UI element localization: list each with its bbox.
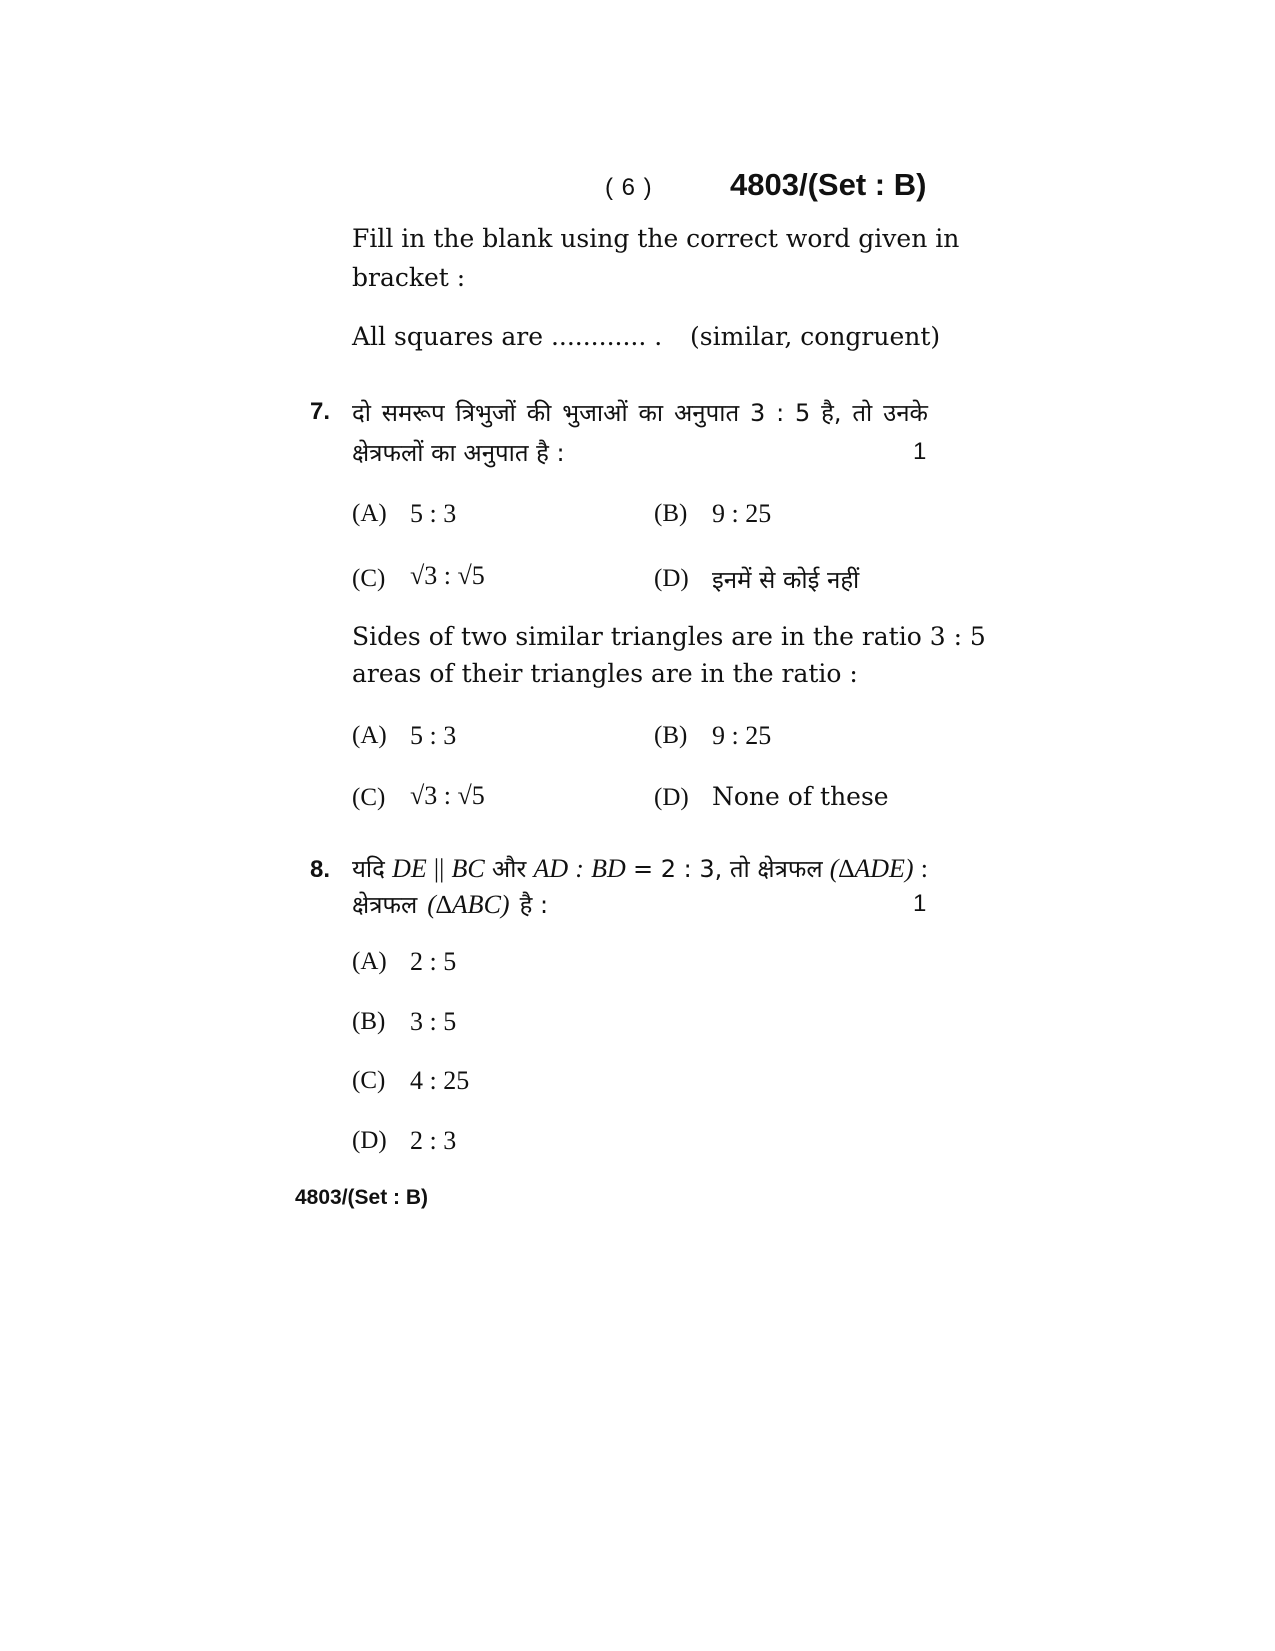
option-value: 3 : 5 [410,1007,457,1036]
question-number-7: 7. [310,398,331,425]
option-value: 9 : 25 [712,499,772,528]
option-label: (C) [352,565,386,592]
q8-yadi: यदि [352,855,385,883]
fill-blank-instruction-line2: bracket : [352,263,466,292]
q8-triangle-abc: (∆ABC) [427,890,510,919]
option-label: (A) [352,722,387,749]
option-value: 4 : 25 [410,1066,470,1095]
q8-colon: : [575,854,584,883]
q7-hindi-line2: क्षेत्रफलों का अनुपात है : [352,439,565,467]
fill-blank-choices: (similar, congruent) [690,322,941,351]
option-value: 5 : 3 [410,499,457,528]
q8-line2 [352,888,548,921]
option-label: (D) [654,784,689,811]
question-number-8: 8. [310,856,331,883]
q7-hindi-line1: दो समरूप त्रिभुजों की भुजाओं का अनुपात 3 : 5 है, तो उनके [352,399,928,427]
option-label: (D) [352,1127,387,1154]
page-number: ( 6 ) [605,174,653,201]
option-value: 2 : 3 [410,1126,457,1155]
q8-ad: AD [533,854,569,883]
q8-bd: BD [591,854,626,883]
fill-blank-instruction-line1: Fill in the blank using the correct word given in [352,224,960,253]
option-label: (B) [654,722,688,749]
q8-ratio: = 2 : 3, तो क्षेत्रफल [632,855,823,883]
q8-marks: 1 [913,890,927,917]
option-value: 9 : 25 [712,721,772,750]
option-value: None of these [712,782,889,811]
q7-english-line1: Sides of two similar triangles are in the ratio 3 : 5 [352,622,986,651]
option-label: (D) [654,565,689,592]
option-value: 5 : 3 [410,721,457,750]
q8-line2-end: है : [519,891,549,919]
q8-line1 [352,852,928,885]
q7-marks: 1 [913,438,927,465]
fill-blank-statement: All squares are ............ . [352,322,663,351]
q8-de: DE [392,854,427,883]
option-label: (B) [654,500,688,527]
q8-area: क्षेत्रफल [352,891,418,919]
q8-line1-end: : [920,854,928,883]
q8-aur: और [491,855,527,883]
option-label: (C) [352,1067,386,1094]
option-label: (C) [352,784,386,811]
option-value: इनमें से कोई नहीं [712,566,860,594]
option-value: 2 : 5 [410,947,457,976]
paper-code-footer: 4803/(Set : B) [295,1186,429,1209]
option-label: (A) [352,948,387,975]
paper-code-header: 4803/(Set : B) [730,167,927,202]
option-value: √3 : √5 [410,781,485,810]
option-label: (B) [352,1008,386,1035]
q7-english-line2: areas of their triangles are in the ratio : [352,659,858,688]
option-label: (A) [352,500,387,527]
q8-bc: BC [451,854,485,883]
q8-parallel: || [433,854,445,883]
q8-triangle-ade: (∆ADE) [829,854,914,883]
option-value: √3 : √5 [410,561,485,590]
